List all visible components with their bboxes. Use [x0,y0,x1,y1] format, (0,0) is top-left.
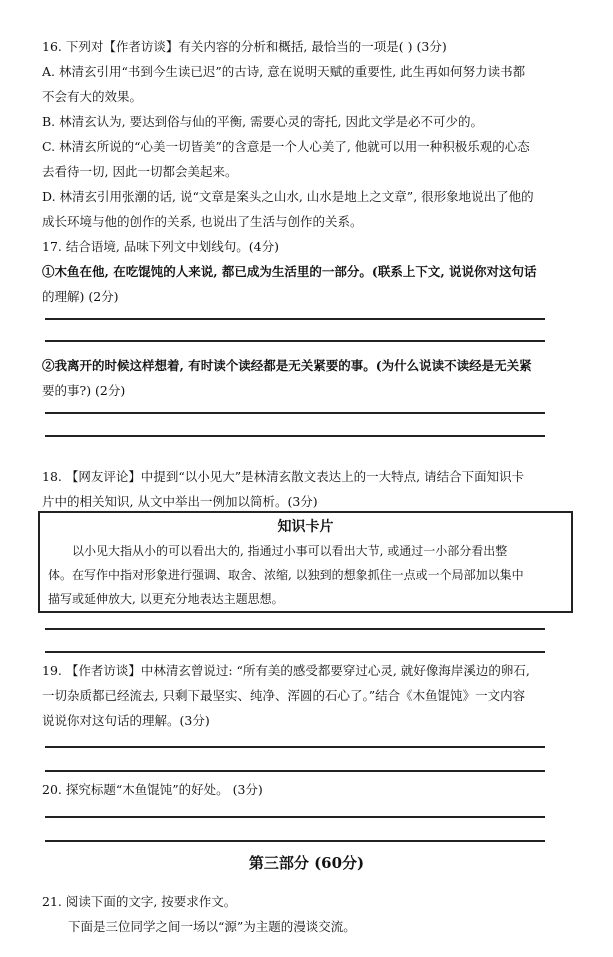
q17-sub2-cont: 要的事?) (2分) [42,383,126,398]
knowledge-card-text: 以小见大指从小的可以看出大的, 指通过小事可以看出大节, 或通过一小部分看出整 [72,544,508,558]
q19-stem-cont: 说说你对这句话的理解。(3分) [42,713,210,728]
knowledge-card-title: 知识卡片 [277,519,334,535]
q17-sub1: ①木鱼在他, 在吃馄饨的人来说, 都已成为生活里的一部分。(联系上下文, 说说你对这句话 [42,264,537,279]
knowledge-card-text: 描写或延伸放大, 以更充分地表达主题思想。 [48,592,284,606]
q18-stem-cont: 片中的相关知识, 从文中举出一例加以简析。(3分) [42,494,318,509]
answer-line[interactable] [45,340,545,342]
q16-option-a: A. 林清玄引用“书到今生读已迟”的古诗, 意在说明天赋的重要性, 此生再如何努力读书都 [42,64,526,79]
q19-stem: 19. 【作者访谈】中林清玄曾说过: “所有美的感受都要穿过心灵, 就好像海岸溪边的卵石, [42,663,530,678]
answer-line[interactable] [45,816,545,818]
answer-line[interactable] [45,746,545,748]
answer-line[interactable] [45,651,545,653]
answer-line[interactable] [45,435,545,437]
q16-option-c: C. 林清玄所说的“心美一切皆美”的含意是一个人心美了, 他就可以用一种积极乐观的心态 [42,139,530,154]
q17-sub1-cont: 的理解) (2分) [42,289,119,304]
q16-option-b: B. 林清玄认为, 要达到俗与仙的平衡, 需要心灵的寄托, 因此文学是必不可少的。 [42,114,483,129]
q21-text: 下面是三位同学之间一场以“源”为主题的漫谈交流。 [68,919,356,934]
knowledge-card [38,511,573,613]
q16-option-d: D. 林清玄引用张潮的话, 说“文章是案头之山水, 山水是地上之文章”, 很形象地说出了他的 [42,189,534,204]
q16-option-d-cont: 成长环境与他的创作的关系, 也说出了生活与创作的关系。 [42,214,363,229]
q16-option-a-cont: 不会有大的效果。 [42,89,143,104]
q17-sub2: ②我离开的时候这样想着, 有时读个读经都是无关紧要的事。(为什么说读不读经是无关紧 [42,358,532,373]
q16-option-c-cont: 去看待一切, 因此一切都会美起来。 [42,164,238,179]
q21-stem: 21. 阅读下面的文字, 按要求作文。 [42,894,237,909]
section-title: 第三部分 (60分) [248,854,365,872]
knowledge-card-text: 体。在写作中指对形象进行强调、取舍、浓缩, 以独到的想象抓住一点或一个局部加以集中 [48,568,524,582]
q16-stem: 16. 下列对【作者访谈】有关内容的分析和概括, 最恰当的一项是( ) (3分) [42,39,447,54]
q19-stem-cont: 一切杂质都已经流去, 只剩下最坚实、纯净、浑圆的石心了。”结合《木鱼馄饨》一文内容 [42,688,526,703]
answer-line[interactable] [45,412,545,414]
answer-line[interactable] [45,318,545,320]
answer-line[interactable] [45,770,545,772]
answer-line[interactable] [45,840,545,842]
q18-stem: 18. 【网友评论】中提到“以小见大”是林清玄散文表达上的一大特点, 请结合下面知识卡 [42,469,525,484]
q17-stem: 17. 结合语境, 品味下列文中划线句。(4分) [42,239,280,254]
q20-stem: 20. 探究标题“木鱼馄饨”的好处。 (3分) [42,782,263,797]
answer-line[interactable] [45,628,545,630]
